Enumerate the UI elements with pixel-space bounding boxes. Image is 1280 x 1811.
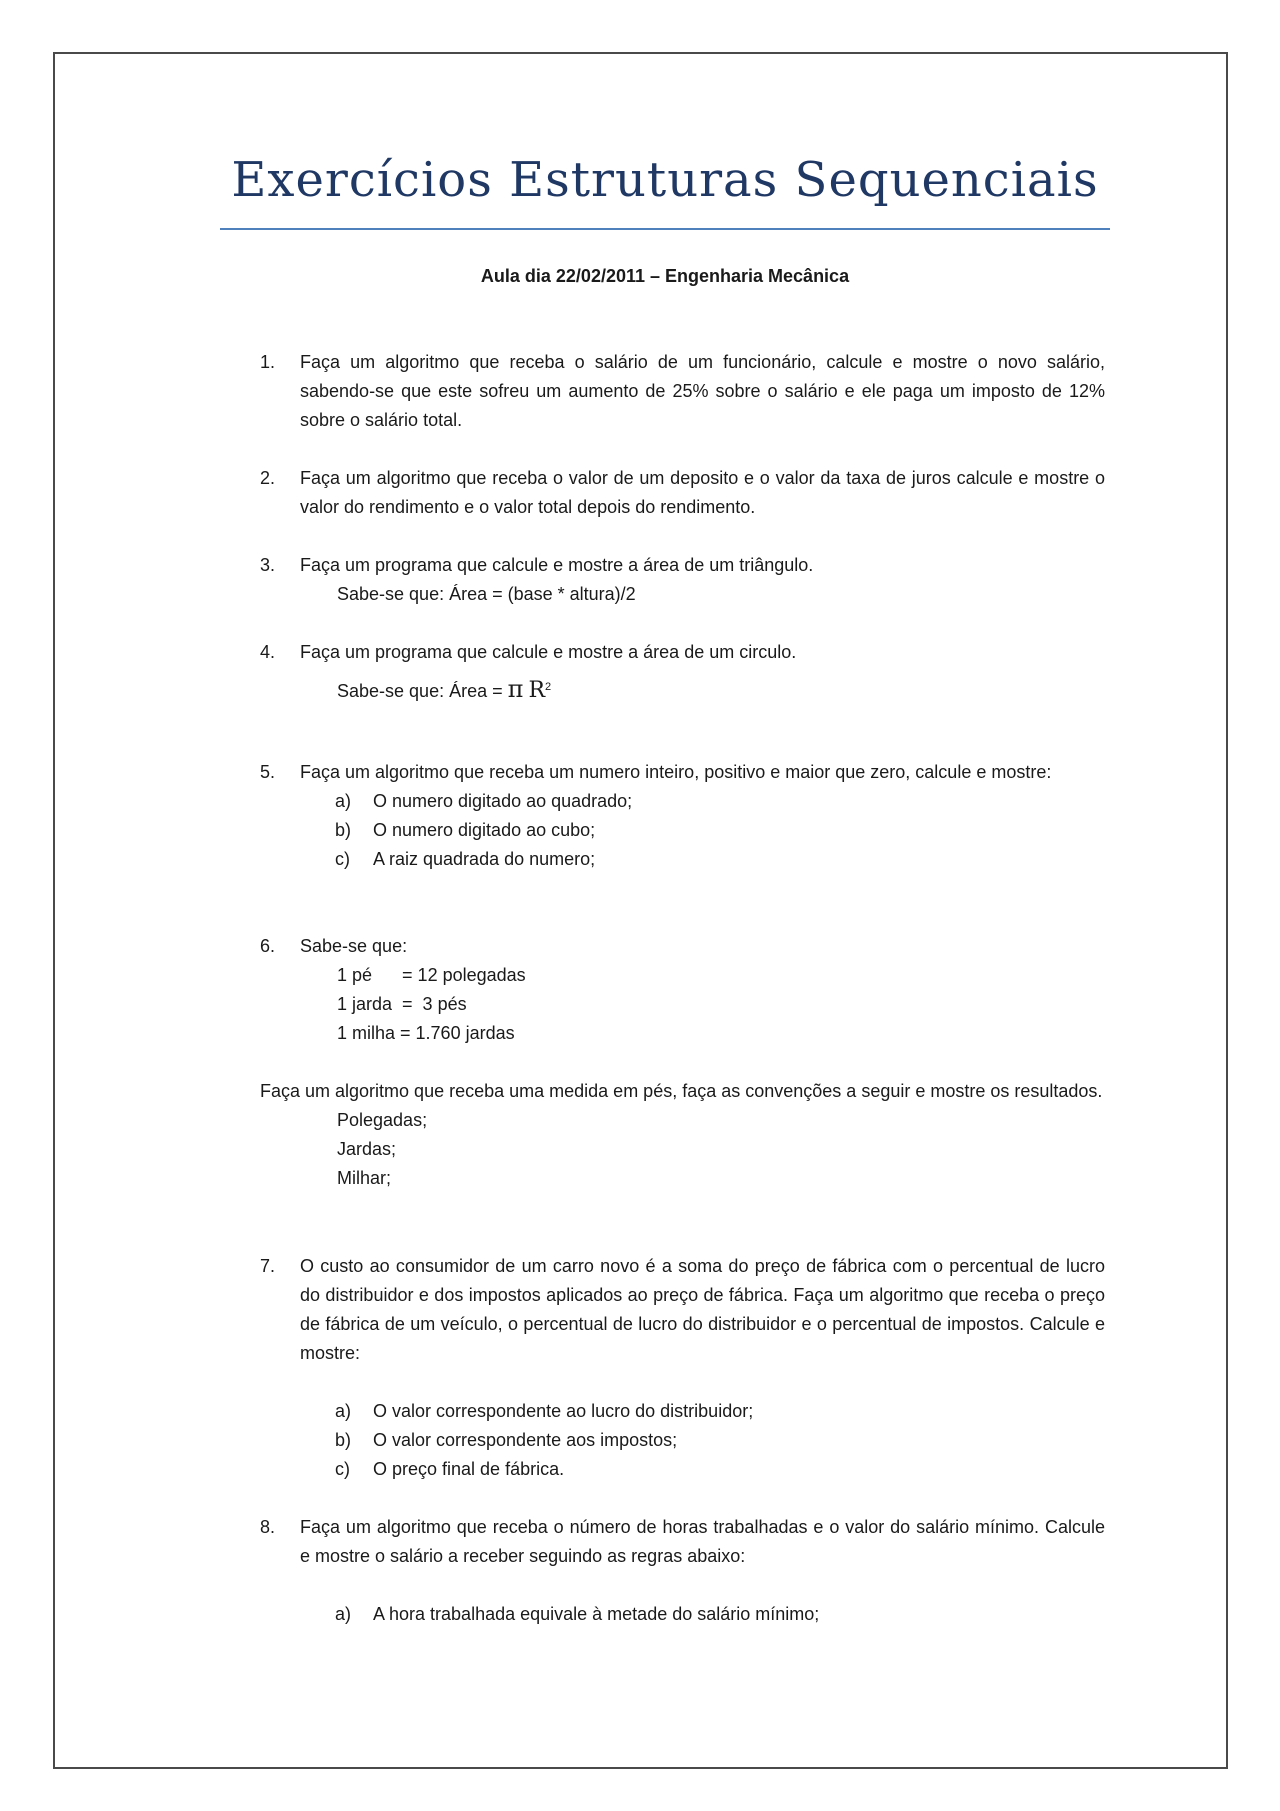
exercise-number: 4. [260, 642, 276, 662]
title-underline [220, 228, 1110, 230]
exercise-text: Faça um algoritmo que receba uma medida em pés, faça as convenções a seguir e mostre os resultados. [260, 1081, 1103, 1101]
list-item [335, 845, 1105, 874]
exercise-text: Faça um algoritmo que receba o salário de um funcionário, calcule e mostre o novo salário, sabendo-se que este sofreu um aumento de 25% sobre o salário e ele paga um imposto de 12% sobre o salário total. [300, 352, 1105, 430]
sub-letter: a) [335, 1604, 352, 1624]
sub-letter: a) [335, 791, 352, 811]
exercise-7 [260, 1252, 1105, 1484]
sub-letter: b) [335, 820, 352, 840]
unit-item: Polegadas; [337, 1110, 428, 1130]
list-item [335, 1600, 1105, 1629]
document-title: Exercícios Estruturas Sequenciais [231, 152, 1099, 208]
pi-symbol: π [507, 675, 524, 703]
exercise-1 [260, 348, 1105, 435]
area-formula: Sabe-se que: Área = (base * altura)/2 [337, 584, 636, 604]
sub-text: A raiz quadrada do numero; [373, 849, 596, 869]
unit-item: Milhar; [337, 1168, 392, 1188]
exercise-intro: Sabe-se que: [300, 936, 408, 956]
list-item [335, 1426, 1105, 1455]
exercise-text: O custo ao consumidor de um carro novo é a soma do preço de fábrica com o percentual de lucro do distribuidor e dos impostos aplicados ao preço de fábrica. Faça um algoritmo que receba o preço de fábrica de um veículo, o percentual de lucro do distribuidor e o percentual de impostos. Calcule e mostre: [300, 1256, 1105, 1363]
exercise-text: Faça um algoritmo que receba um numero inteiro, positivo e maior que zero, calcule e mostre: [300, 762, 1052, 782]
sub-letter: b) [335, 1430, 352, 1450]
list-item [335, 816, 1105, 845]
exercise-number: 3. [260, 555, 276, 575]
list-item [335, 1455, 1105, 1484]
exercise-text: Faça um algoritmo que receba o número de horas trabalhadas e o valor do salário mínimo. Calcule e mostre o salário a receber seguindo as regras abaixo: [300, 1517, 1105, 1566]
sub-letter: c) [335, 849, 350, 869]
exercise-8 [260, 1513, 1105, 1629]
radius-symbol: R [528, 678, 546, 703]
circle-formula [300, 673, 1105, 706]
sub-list [260, 1600, 1105, 1629]
exercise-number: 5. [260, 762, 276, 782]
exercise-2 [260, 464, 1105, 522]
sub-text: O numero digitado ao cubo; [373, 820, 596, 840]
formula-prefix: Sabe-se que: Área = [337, 681, 503, 701]
exercise-number: 8. [260, 1517, 276, 1537]
exercise-3 [260, 551, 1105, 609]
exercise-6-task [260, 1077, 1105, 1193]
list-item [335, 787, 1105, 816]
exercise-text: Faça um programa que calcule e mostre a área de um triângulo. [300, 555, 814, 575]
sub-letter: a) [335, 1401, 352, 1421]
sub-text: A hora trabalhada equivale à metade do salário mínimo; [373, 1604, 820, 1624]
conversion-row: 1 jarda = 3 pés [337, 994, 467, 1014]
unit-item: Jardas; [337, 1139, 397, 1159]
sub-text: O numero digitado ao quadrado; [373, 791, 633, 811]
page-border [53, 52, 1228, 1769]
list-item [335, 1397, 1105, 1426]
exercise-number: 1. [260, 352, 276, 372]
sub-letter: c) [335, 1459, 350, 1479]
exercise-6 [260, 932, 1105, 1048]
exercise-4 [260, 638, 1105, 706]
exercise-number: 7. [260, 1256, 276, 1276]
conversion-row: 1 milha = 1.760 jardas [337, 1023, 515, 1043]
document-subtitle: Aula dia 22/02/2011 – Engenharia Mecânica [480, 266, 850, 286]
sub-text: O preço final de fábrica. [373, 1459, 565, 1479]
exercise-number: 2. [260, 468, 276, 488]
exercise-text: Faça um programa que calcule e mostre a área de um circulo. [300, 642, 797, 662]
conversion-row: 1 pé = 12 polegadas [337, 965, 526, 985]
sub-text: O valor correspondente ao lucro do distribuidor; [373, 1401, 754, 1421]
sub-list [260, 787, 1105, 874]
exercise-number: 6. [260, 936, 276, 956]
exercise-5 [260, 758, 1105, 874]
exponent: 2 [545, 681, 552, 693]
exercise-text: Faça um algoritmo que receba o valor de um deposito e o valor da taxa de juros calcule e mostre o valor do rendimento e o valor total depois do rendimento. [300, 468, 1105, 517]
sub-text: O valor correspondente aos impostos; [373, 1430, 678, 1450]
sub-list [260, 1397, 1105, 1484]
